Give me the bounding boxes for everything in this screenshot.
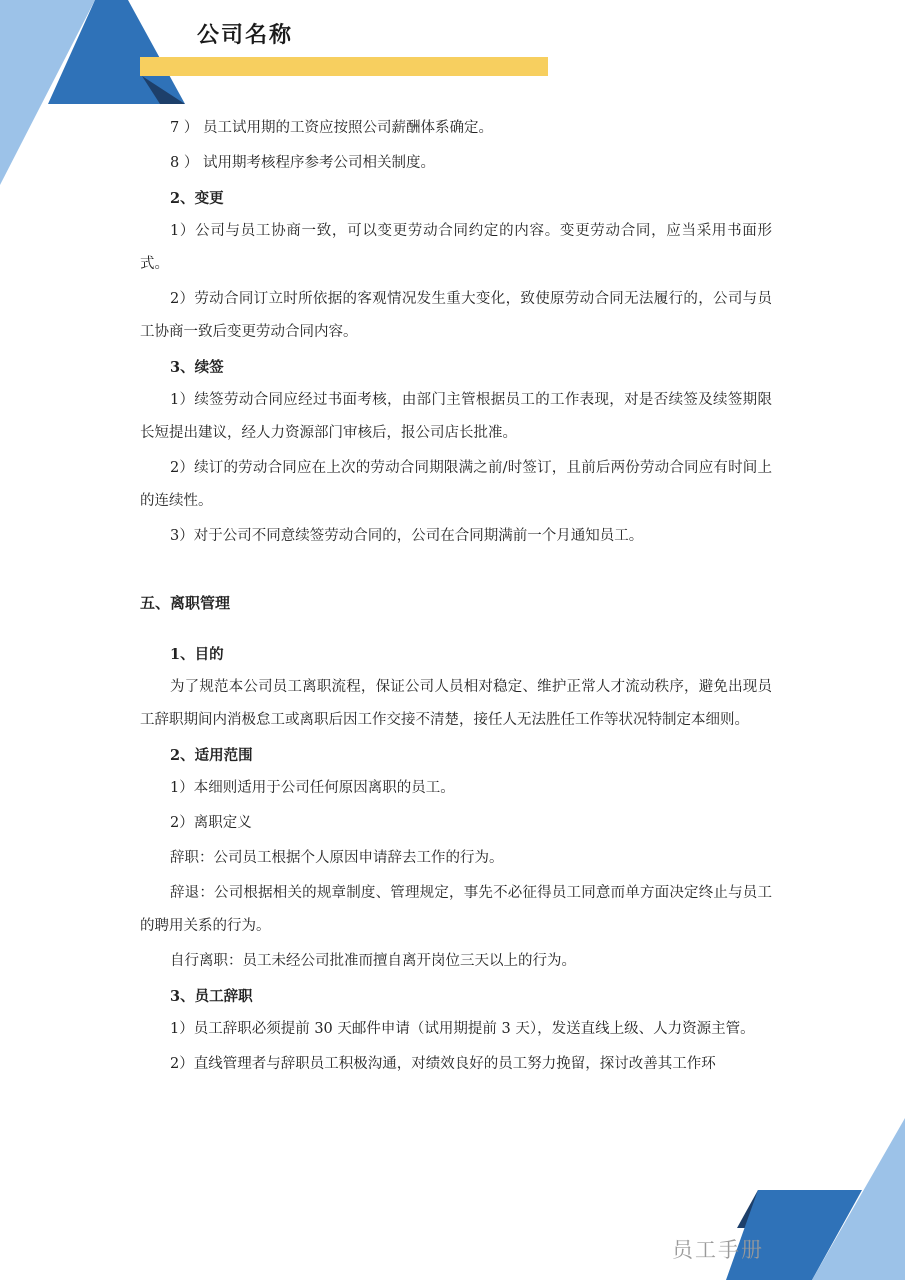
paragraph: 8 ） 试用期考核程序参考公司相关制度。 [170,155,435,171]
section-heading: 2、变更 [170,190,224,207]
paragraph: 为了规范本公司员工离职流程，保证公司人员相对稳定、维护正常人才流动秩序，避免出现员工辞职期间内消极怠工或离职后因工作交接不清楚，接任人无法胜任工作等状况特制定本细则。 [140,679,772,728]
paragraph: 辞退：公司根据相关的规章制度、管理规定，事先不必征得员工同意而单方面决定终止与员工的聘用关系的行为。 [140,885,772,934]
paragraph: 2）劳动合同订立时所依据的客观情况发生重大变化，致使原劳动合同无法履行的，公司与员工协商一致后变更劳动合同内容。 [140,291,772,340]
paragraph: 7 ） 员工试用期的工资应按照公司薪酬体系确定。 [170,120,493,136]
section-heading: 3、员工辞职 [170,988,253,1005]
section-heading: 1、目的 [170,646,224,663]
paragraph: 辞职：公司员工根据个人原因申请辞去工作的行为。 [170,850,504,866]
footer-label: 员工手册 [672,1238,764,1262]
header-accent-bar [140,57,548,76]
paragraph: 3）对于公司不同意续签劳动合同的，公司在合同期满前一个月通知员工。 [170,528,644,544]
spacer [140,555,772,573]
paragraph: 1）本细则适用于公司任何原因离职的员工。 [170,780,455,796]
document-body [140,112,772,1083]
paragraph: 2）直线管理者与辞职员工积极沟通，对绩效良好的员工努力挽留，探讨改善其工作环 [170,1056,716,1072]
section-heading: 3、续签 [170,359,224,376]
company-name: 公司名称 [197,23,294,48]
paragraph: 2）续订的劳动合同应在上次的劳动合同期限满之前/时签订，且前后两份劳动合同应有时间上的连续性。 [140,460,772,509]
spacer [140,620,772,638]
paragraph: 2）离职定义 [170,815,252,831]
paragraph: 1）员工辞职必须提前 30 天邮件申请（试用期提前 3 天），发送直线上级、人力资源主管。 [170,1021,755,1037]
paragraph: 1）公司与员工协商一致，可以变更劳动合同约定的内容。变更劳动合同，应当采用书面形式。 [140,223,772,272]
chapter-heading: 五、离职管理 [140,594,231,612]
section-heading: 2、适用范围 [170,747,253,764]
paragraph: 自行离职：员工未经公司批准而擅自离开岗位三天以上的行为。 [170,953,576,969]
paragraph: 1）续签劳动合同应经过书面考核，由部门主管根据员工的工作表现，对是否续签及续签期限长短提出建议，经人力资源部门审核后，报公司店长批准。 [140,392,772,441]
